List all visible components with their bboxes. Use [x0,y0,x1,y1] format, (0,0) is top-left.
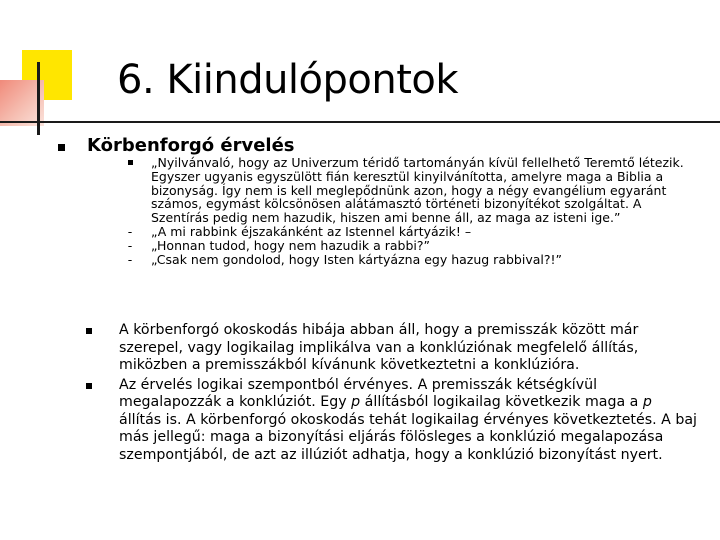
decoration-vertical-rule [37,62,40,135]
sub-list [125,156,695,266]
slide-title: 6. Kiindulópontok [117,57,459,103]
decoration-horizontal-rule [0,121,720,123]
section-heading: Körbenforgó érvelés [87,135,295,156]
sub-item [125,239,695,253]
italic-p: p [642,394,652,410]
main-item-text-part: állítás is. A körbenforgó okoskodás tehát logikailag érvényes következtetés. A baj más jellegű: maga a bizonyítási eljárás fölösleges a konklúzió megalapozása szempontjából, de azt az illúziót adhatja, hogy a konklúzió bizonyítást nyert. [119,411,697,463]
dash-marker: - [127,223,133,239]
sub-item-text: „Honnan tudod, hogy nem hazudik a rabbi?” [151,237,430,253]
sub-item [125,156,695,225]
main-item-text-part: Az érvelés logikai szempontból érvényes. A premisszák kétségkívül megalapozzák a konklúziót. Egy [119,376,598,410]
dash-marker: - [127,237,133,253]
main-list [86,322,698,466]
sub-item [125,225,695,239]
square-bullet-icon [128,160,133,165]
main-item [86,322,698,375]
heading-bullet-icon [58,144,65,151]
dash-marker: - [127,251,133,267]
square-bullet-icon [86,383,92,389]
italic-p: p [351,394,361,410]
main-item-text: A körbenforgó okoskodás hibája abban áll, hogy a premisszák között már szerepel, vagy logikailag implikálva van a konklúziónak megfelelő állítás, miközben a premisszákból kívánunk következtetni a konklúzióra. [119,322,639,373]
main-item [86,377,698,465]
sub-item [125,253,695,267]
square-bullet-icon [86,328,92,334]
main-item-text-part: állításból logikailag következik maga a [360,394,643,410]
sub-item-text: „Nyilvánvaló, hogy az Univerzum téridő tartományán kívül fellelhető Teremtő létezik. Egyszer ugyanis egyszülött fián keresztül kinyilvánította, amelyre maga a Biblia a bizonyság. Így nem is kell meglepődnünk azon, hogy a négy evangélium egyaránt számos, egymást kölcsönösen alátámasztó történeti bizonyítékot szolgáltat. A Szentírás pedig nem hazudik, hiszen ami benne áll, az maga az isteni ige.” [151,155,684,226]
sub-item-text: „Csak nem gondolod, hogy Isten kártyázna egy hazug rabbival?!” [151,251,562,267]
sub-item-text: „A mi rabbink éjszakánként az Istennel kártyázik! – [151,223,472,239]
